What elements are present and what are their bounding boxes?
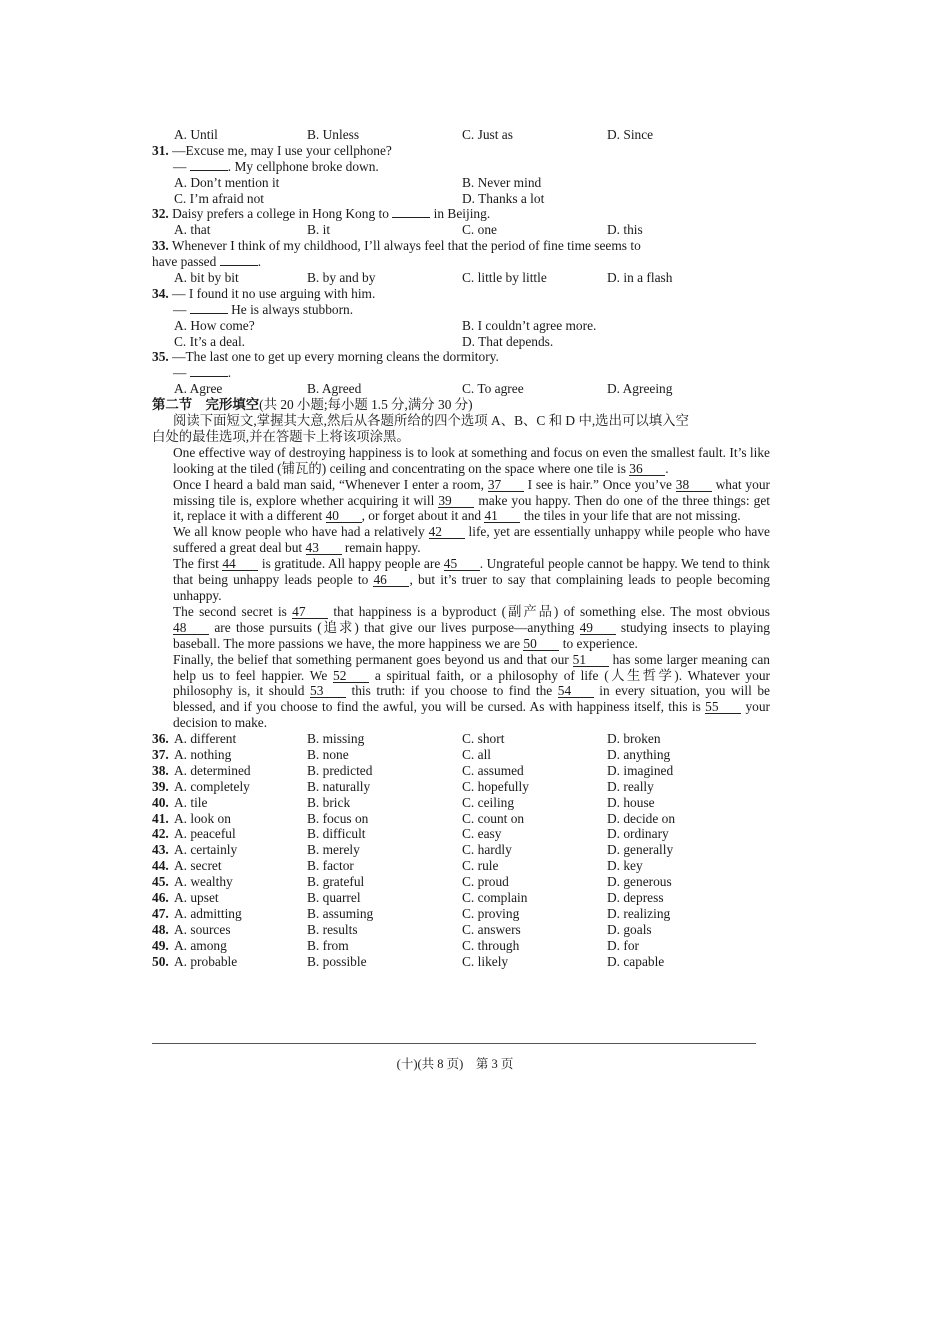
cloze-passage [152, 445, 770, 731]
option-c: C. Just as [462, 127, 513, 142]
option-c: C. proud [462, 874, 509, 890]
option-d: D. capable [607, 953, 665, 969]
passage-text: life, yet are essentially unhappy while people who have suffered a great deal but [173, 524, 770, 556]
option-a: A. Until [174, 127, 218, 142]
section-title: 第二节 完形填空 [152, 397, 260, 413]
q35-options [152, 381, 770, 397]
question-number: 46. [152, 890, 169, 906]
option-b: B. focus on [307, 810, 369, 826]
q34-reply: — He is always stubborn. [173, 301, 354, 317]
option-c: C. little by little [462, 270, 547, 286]
q34-options-row2 [152, 334, 770, 350]
answer-blank [190, 313, 228, 314]
cloze-blank: 45 [444, 558, 480, 571]
cloze-blank: 54 [558, 685, 594, 698]
cloze-blank: 53 [310, 685, 346, 698]
question-number: 50. [152, 953, 169, 969]
footer-divider [152, 1043, 756, 1044]
question-number: 42. [152, 826, 169, 842]
option-d: D. decide on [607, 810, 676, 826]
q32-stem [152, 206, 770, 222]
option-d: D. generally [607, 842, 674, 858]
reply-text: . My cellphone broke down. [227, 158, 379, 174]
question-number: 31. [152, 142, 169, 158]
option-c: C. count on [462, 810, 525, 826]
option-c: C. ceiling [462, 794, 515, 810]
question-number: 49. [152, 937, 169, 953]
q32-options [152, 222, 770, 238]
option-b: B. quarrel [307, 890, 361, 906]
passage-text: , but it’s truer to say that complaining leads to people becoming unhappy. [173, 572, 770, 603]
option-row [152, 779, 770, 795]
passage-paragraph-2 [152, 477, 770, 525]
option-b: B. I couldn’t agree more. [462, 317, 597, 333]
question-number: 34. [152, 285, 169, 301]
option-row [152, 874, 770, 890]
option-d: D. Thanks a lot [462, 190, 545, 206]
cloze-blank: 39 [438, 495, 474, 508]
option-d: D. Since [607, 127, 654, 142]
passage-text: to experience. [562, 635, 638, 651]
option-row [152, 826, 770, 842]
option-a: A. that [174, 222, 211, 238]
cloze-blank: 47 [292, 606, 328, 619]
question-text: Whenever I think of my childhood, I’ll always feel that the period of fine time seems to [171, 238, 641, 254]
question-number: 48. [152, 921, 169, 937]
cloze-blank: 48 [173, 622, 209, 635]
passage-text: this truth: if you choose to find the [351, 683, 553, 699]
cloze-blank: 50 [523, 638, 559, 651]
passage-text: . Ungrateful people cannot be happy. We tend to think that being unhappy leads people to [173, 556, 770, 588]
option-d: D. really [607, 778, 654, 794]
option-d: D. Agreeing [607, 381, 673, 397]
option-row [152, 890, 770, 906]
passage-text: what your missing tile is, explore whether acquiring it will [173, 476, 770, 508]
option-c: C. through [462, 937, 520, 953]
passage-text: the tiles in your life that are not missing. [523, 508, 741, 524]
question-text-end: have passed [152, 254, 217, 270]
option-a: A. determined [174, 762, 251, 778]
option-b: B. difficult [307, 826, 366, 842]
option-a: A. admitting [174, 905, 242, 921]
cloze-blank: 38 [676, 479, 712, 492]
option-row [152, 811, 770, 827]
option-a: A. Don’t mention it [174, 174, 280, 190]
q30-options [152, 127, 770, 143]
section-score: (共 20 小题;每小题 1.5 分,满分 30 分) [259, 397, 473, 413]
section-instruction: 阅读下面短文,掌握其大意,然后从各题所给的四个选项 A、B、C 和 D 中,选出可以填入空 [173, 413, 689, 429]
option-c: C. short [462, 731, 505, 747]
section-instruction-cont: 白处的最佳选项,并在答题卡上将该项涂黑。 [152, 428, 410, 444]
option-c: C. It’s a deal. [174, 333, 246, 349]
option-b: B. merely [307, 842, 360, 858]
option-d: D. broken [607, 731, 661, 747]
option-c: C. easy [462, 826, 502, 842]
q33-stem [152, 238, 770, 254]
option-a: A. certainly [174, 842, 238, 858]
option-row [152, 858, 770, 874]
passage-text: , or forget about it and [361, 508, 482, 524]
option-row [152, 747, 770, 763]
cloze-blank: 36 [629, 463, 665, 476]
option-b: B. predicted [307, 762, 373, 778]
option-d: D. for [607, 937, 639, 953]
option-c: C. proving [462, 905, 520, 921]
cloze-blank: 40 [326, 510, 362, 523]
passage-text: a spiritual faith, or a philosophy of life (人生哲学). Whatever your philosophy is, it should [173, 667, 770, 699]
question-number: 33. [152, 238, 169, 254]
option-row [152, 922, 770, 938]
option-c: C. all [462, 747, 492, 763]
q35-stem [152, 349, 770, 365]
q31-options-row1 [152, 175, 770, 191]
option-c: C. I’m afraid not [174, 190, 264, 206]
passage-text: studying insects to playing baseball. The more passions we have, the more happiness we are [173, 619, 770, 651]
cloze-options [152, 731, 770, 969]
option-a: A. sources [174, 921, 231, 937]
option-a: A. wealthy [174, 874, 233, 890]
cloze-blank: 51 [573, 654, 609, 667]
option-b: B. Never mind [462, 174, 542, 190]
option-b: B. none [307, 747, 349, 763]
exam-page [152, 127, 770, 969]
option-a: A. Agree [174, 381, 223, 397]
option-b: B. Agreed [307, 381, 362, 397]
option-b: B. Unless [307, 127, 360, 142]
q35-reply: — . [173, 365, 232, 381]
option-a: A. peaceful [174, 826, 236, 842]
cloze-blank: 46 [373, 574, 409, 587]
question-number: 38. [152, 762, 169, 778]
option-d: D. in a flash [607, 270, 673, 286]
passage-paragraph-5 [152, 604, 770, 652]
answer-blank [220, 265, 258, 266]
option-c: C. answers [462, 921, 521, 937]
passage-paragraph-1 [152, 445, 770, 477]
option-c: C. one [462, 222, 497, 238]
passage-text: . [665, 460, 669, 476]
cloze-blank: 55 [705, 701, 741, 714]
option-d: D. realizing [607, 905, 671, 921]
passage-text: Finally, the belief that something permanent goes beyond us and that our [173, 651, 569, 667]
q34-stem [152, 286, 770, 302]
option-a: A. look on [174, 810, 231, 826]
passage-text: make you happy. Then do one of the three things: get it, replace it with a different [173, 492, 770, 524]
question-text: —The last one to get up every morning cleans the dormitory. [172, 349, 499, 365]
option-a: A. How come? [174, 317, 255, 333]
question-number: 32. [152, 206, 169, 222]
passage-paragraph-3 [152, 524, 770, 556]
option-b: B. missing [307, 731, 365, 747]
question-number: 36. [152, 731, 169, 747]
section-heading [152, 397, 770, 413]
reply-text: He is always stubborn. [231, 301, 354, 317]
option-a: A. completely [174, 778, 250, 794]
question-number: 39. [152, 778, 169, 794]
option-b: B. assuming [307, 905, 374, 921]
question-number: 43. [152, 842, 169, 858]
passage-text: that happiness is a byproduct (副产品) of something else. The most obvious [333, 603, 770, 619]
option-d: D. this [607, 222, 643, 238]
option-d: D. depress [607, 890, 664, 906]
question-text: Daisy prefers a college in Hong Kong to [172, 206, 389, 222]
question-text: — I found it no use arguing with him. [172, 285, 376, 301]
option-c: C. hopefully [462, 778, 529, 794]
option-c: C. hardly [462, 842, 512, 858]
cloze-blank: 52 [333, 670, 369, 683]
passage-text: are those pursuits (追求) that give our lives purpose—anything [214, 619, 575, 635]
option-b: B. it [307, 222, 331, 238]
answer-blank [190, 170, 228, 171]
option-row [152, 954, 770, 970]
option-row [152, 842, 770, 858]
option-a: A. among [174, 937, 227, 953]
cloze-blank: 41 [484, 510, 520, 523]
option-d: D. imagined [607, 762, 674, 778]
option-row [152, 763, 770, 779]
option-c: C. complain [462, 890, 528, 906]
question-number: 45. [152, 874, 169, 890]
option-b: B. naturally [307, 778, 371, 794]
option-row [152, 906, 770, 922]
option-b: B. brick [307, 794, 351, 810]
option-b: B. possible [307, 953, 367, 969]
question-number: 47. [152, 905, 169, 921]
option-a: A. nothing [174, 747, 232, 763]
q33-options [152, 270, 770, 286]
answer-blank [190, 376, 228, 377]
option-a: A. probable [174, 953, 238, 969]
cloze-blank: 37 [488, 479, 524, 492]
option-c: C. likely [462, 953, 509, 969]
q31-reply: — . My cellphone broke down. [173, 158, 379, 174]
cloze-blank: 43 [306, 542, 342, 555]
page-footer: (十)(共 8 页) 第 3 页 [396, 1057, 514, 1071]
question-number: 37. [152, 747, 169, 763]
passage-text: remain happy. [344, 540, 421, 556]
option-a: A. bit by bit [174, 270, 239, 286]
passage-text: One effective way of destroying happiness is to look at something and focus on even the smallest fault. It’s like looking at the tiled (铺瓦的) ceiling and concentrating on the space where one tile is [173, 444, 770, 476]
option-d: D. generous [607, 874, 672, 890]
passage-text: in every situation, you will be blessed, and if you choose to find the awful, you will be cursed. As with happiness itself, this is [173, 683, 770, 715]
passage-text: The first [173, 556, 219, 572]
option-d: D. goals [607, 921, 652, 937]
option-row [152, 938, 770, 954]
question-number: 40. [152, 794, 169, 810]
passage-paragraph-6 [152, 652, 770, 732]
option-a: A. upset [174, 890, 219, 906]
cloze-blank: 42 [429, 526, 465, 539]
option-c: C. rule [462, 858, 499, 874]
option-row [152, 795, 770, 811]
passage-text: has some larger meaning can help us to feel happier. We [173, 651, 770, 683]
question-number: 35. [152, 349, 169, 365]
option-b: B. results [307, 921, 358, 937]
option-a: A. secret [174, 858, 222, 874]
option-b: B. grateful [307, 874, 365, 890]
passage-text: We all know people who have had a relatively [173, 524, 425, 540]
option-b: B. by and by [307, 270, 376, 286]
q33-stem-cont: have passed . [152, 254, 262, 270]
passage-text: The second secret is [173, 603, 287, 619]
question-text: —Excuse me, may I use your cellphone? [172, 142, 392, 158]
q31-options-row2 [152, 191, 770, 207]
option-c: C. assumed [462, 762, 524, 778]
question-number: 41. [152, 810, 169, 826]
option-row [152, 731, 770, 747]
option-a: A. different [174, 731, 237, 747]
cloze-blank: 49 [580, 622, 616, 635]
q31-stem [152, 143, 770, 159]
passage-text: Once I heard a bald man said, “Whenever I enter a room, [173, 476, 485, 492]
option-d: D. That depends. [462, 333, 554, 349]
option-b: B. from [307, 937, 349, 953]
passage-text: I see is hair.” Once you’ve [527, 476, 672, 492]
cloze-blank: 44 [222, 558, 258, 571]
passage-text: your decision to make. [173, 699, 770, 731]
option-d: D. house [607, 794, 655, 810]
option-d: D. ordinary [607, 826, 669, 842]
question-text-end: in Beijing. [433, 206, 491, 222]
question-number: 44. [152, 858, 169, 874]
option-b: B. factor [307, 858, 354, 874]
option-a: A. tile [174, 794, 208, 810]
q34-options-row1 [152, 318, 770, 334]
passage-paragraph-4 [152, 556, 770, 604]
option-d: D. key [607, 858, 643, 874]
option-c: C. To agree [462, 381, 524, 397]
option-d: D. anything [607, 747, 671, 763]
passage-text: is gratitude. All happy people are [261, 556, 441, 572]
answer-blank [392, 217, 430, 218]
